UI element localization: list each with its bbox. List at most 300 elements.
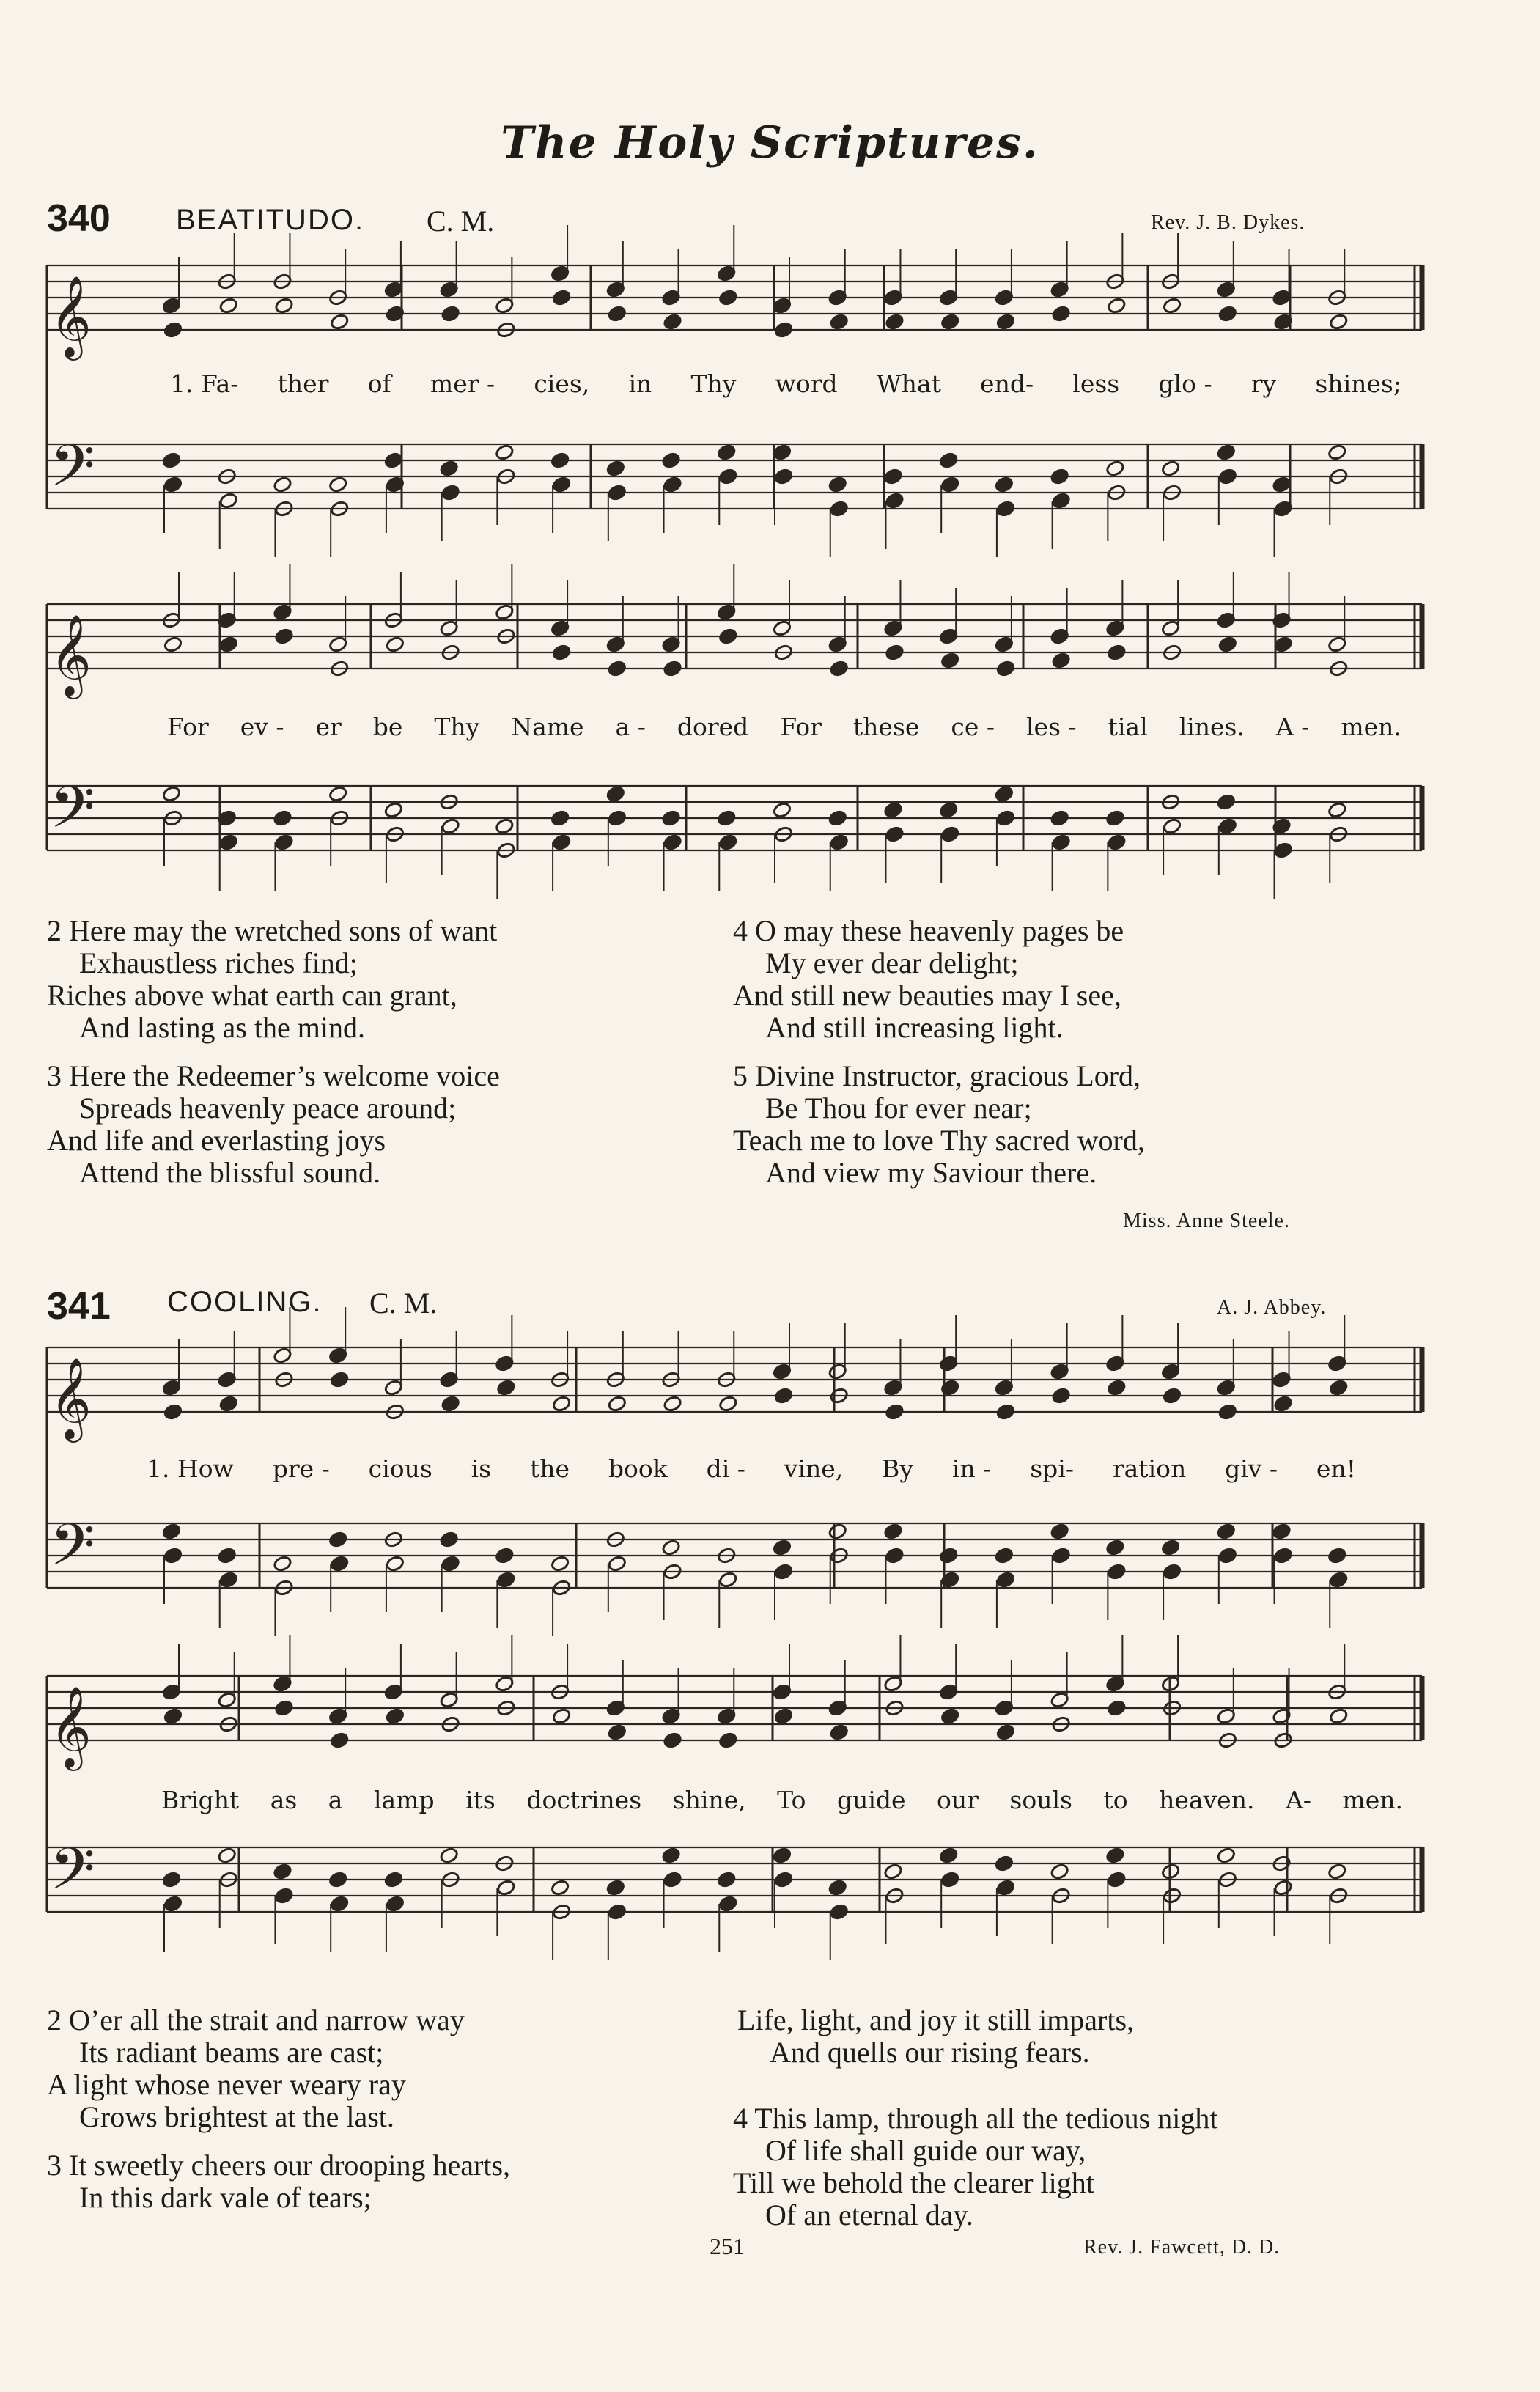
note-head: [1216, 793, 1236, 811]
note-head: [218, 833, 238, 851]
stanza-number: 3: [47, 1059, 62, 1092]
lyric-syllable: shine,: [672, 1786, 746, 1814]
lyric-syllable: ev -: [240, 713, 284, 741]
note-head: [829, 313, 849, 331]
note-head: [883, 1863, 903, 1880]
note-head: [1329, 1379, 1349, 1396]
lyric-syllable: To: [777, 1786, 806, 1814]
note-head: [1051, 833, 1071, 851]
note-head: [605, 785, 625, 803]
lyric-syllable: tial: [1108, 713, 1148, 741]
note-head: [774, 1563, 794, 1580]
stanza-line: [47, 2149, 736, 2182]
lyric-line: [170, 369, 1401, 398]
note-head: [330, 1371, 350, 1388]
note-head: [940, 825, 960, 843]
stanza: [733, 1060, 1393, 1189]
meter: C. M.: [369, 1287, 438, 1320]
stanza-line: Its radiant beams are cast;: [79, 2036, 384, 2069]
note-head: [1273, 1395, 1293, 1413]
treble-clef-icon: 𝄞: [50, 1685, 92, 1767]
note-head: [718, 1571, 738, 1589]
note-head: [552, 1707, 572, 1725]
note-head: [550, 809, 570, 827]
note-head: [718, 1732, 738, 1749]
note-head: [939, 452, 959, 469]
lyric-syllable: A-: [1285, 1786, 1311, 1814]
lyric-syllable: the: [529, 1454, 570, 1483]
note-head: [1051, 1547, 1071, 1564]
stanza-line: My ever dear delight;: [765, 946, 1019, 979]
stanza-line: And still new beauties may I see,: [733, 979, 1121, 1012]
note-head: [330, 1555, 350, 1572]
note-head: [996, 1571, 1016, 1589]
stanza-line: Life, light, and joy it still imparts,: [737, 2003, 1135, 2036]
note-head: [663, 1732, 682, 1749]
lyric-line: [167, 713, 1401, 741]
lyric-syllable: souls: [1009, 1786, 1072, 1814]
note-head: [607, 809, 627, 827]
stanza-column-right: [733, 2102, 1429, 2248]
note-head: [605, 1879, 625, 1896]
note-head: [940, 1871, 960, 1888]
note-head: [218, 1395, 238, 1413]
lyric-syllable: lamp: [373, 1786, 435, 1814]
note-head: [885, 825, 905, 843]
note-head: [163, 476, 183, 493]
note-head: [386, 636, 405, 653]
note-head: [663, 313, 682, 331]
note-head: [330, 313, 350, 331]
note-head: [1050, 809, 1069, 827]
note-head: [883, 1523, 903, 1540]
lyric-syllable: shines;: [1315, 369, 1401, 398]
note-head: [1273, 1879, 1293, 1896]
note-head: [330, 1732, 350, 1749]
note-head: [274, 1887, 294, 1905]
note-head: [1329, 313, 1349, 331]
stanza-number: 4: [733, 914, 748, 947]
note-head: [552, 476, 572, 493]
stanza-text: Here the Redeemer’s welcome voice: [69, 1059, 500, 1092]
note-head: [550, 1555, 570, 1572]
bass-clef-icon: 𝄢: [50, 1835, 95, 1917]
note-head: [939, 1547, 959, 1564]
note-head: [273, 1555, 292, 1572]
note-head: [496, 1379, 516, 1396]
note-head: [1050, 1863, 1069, 1880]
note-head: [273, 476, 292, 493]
note-head: [1217, 305, 1237, 323]
note-head: [273, 809, 292, 827]
note-head: [441, 305, 460, 323]
bass-clef-icon: 𝄢: [50, 773, 95, 855]
note-head: [663, 476, 682, 493]
note-head: [607, 305, 627, 323]
note-head: [328, 476, 348, 493]
note-head: [495, 817, 515, 835]
note-head: [885, 1547, 905, 1564]
footer-author-credit: Rev. J. Fawcett, D. D.: [1083, 2236, 1281, 2259]
note-head: [828, 476, 847, 493]
lyric-syllable: A -: [1275, 713, 1310, 741]
note-head: [829, 1723, 849, 1741]
note-head: [773, 444, 792, 461]
note-head: [550, 452, 570, 469]
lyric-syllable: dored: [677, 713, 749, 741]
section-title: The Holy Scriptures.: [501, 117, 1039, 169]
note-head: [163, 636, 183, 653]
note-head: [773, 1539, 792, 1556]
hymn-number: 340: [47, 197, 111, 240]
note-head: [273, 1863, 292, 1880]
stanza: [733, 915, 1393, 1044]
lyric-syllable: vine,: [784, 1454, 844, 1483]
stanza-number: 2: [47, 914, 62, 947]
stanza-line: Spreads heavenly peace around;: [79, 1092, 457, 1125]
note-head: [661, 1847, 681, 1864]
note-head: [663, 833, 682, 851]
note-head: [1105, 809, 1125, 827]
note-head: [718, 289, 738, 306]
note-head: [940, 476, 960, 493]
note-head: [218, 1571, 238, 1589]
note-head: [1217, 817, 1237, 835]
composer-credit: A. J. Abbey.: [1217, 1296, 1327, 1319]
note-head: [274, 297, 294, 314]
note-head: [1051, 492, 1071, 509]
stanza: [47, 2004, 736, 2133]
lyric-syllable: 1. How: [147, 1454, 234, 1483]
note-head: [1216, 444, 1236, 461]
note-head: [607, 1395, 627, 1413]
note-head: [441, 1555, 460, 1572]
lyric-syllable: as: [270, 1786, 298, 1814]
note-head: [1216, 1847, 1236, 1864]
note-head: [1327, 1863, 1347, 1880]
note-head: [607, 1903, 627, 1921]
note-head: [996, 809, 1016, 827]
note-head: [552, 289, 572, 306]
note-head: [1217, 1403, 1237, 1421]
note-head: [384, 801, 404, 819]
note-head: [718, 468, 738, 485]
note-head: [940, 1707, 960, 1725]
note-head: [828, 1523, 847, 1540]
note-head: [1107, 833, 1127, 851]
stanza-text: It sweetly cheers our drooping hearts,: [69, 2149, 511, 2182]
note-head: [829, 833, 849, 851]
lyric-syllable: guide: [836, 1786, 906, 1814]
stanza-number: 4: [733, 2102, 748, 2135]
note-head: [1217, 468, 1237, 485]
note-head: [607, 660, 627, 677]
stanza-column-right-continuation: [737, 2004, 1426, 2069]
note-head: [1327, 444, 1347, 461]
note-head: [1217, 636, 1237, 653]
lyric-syllable: less: [1072, 369, 1120, 398]
note-head: [1105, 460, 1125, 477]
note-head: [162, 452, 182, 469]
note-head: [883, 801, 903, 819]
note-head: [439, 1531, 459, 1548]
note-head: [663, 1871, 682, 1888]
note-head: [774, 1871, 794, 1888]
note-head: [607, 1723, 627, 1741]
lyric-syllable: 1. Fa-: [170, 369, 239, 398]
note-head: [1327, 1547, 1347, 1564]
stanza-line: And view my Saviour there.: [765, 1156, 1097, 1189]
note-head: [940, 652, 960, 669]
stanza-column-left: [47, 2004, 736, 2230]
lyric-syllable: giv -: [1225, 1454, 1278, 1483]
note-head: [661, 1539, 681, 1556]
note-head: [1050, 468, 1069, 485]
treble-clef-icon: 𝄞: [50, 275, 92, 357]
note-head: [885, 644, 905, 661]
lyric-syllable: ration: [1112, 1454, 1187, 1483]
stanza-line: Grows brightest at the last.: [79, 2100, 394, 2133]
note-head: [607, 484, 627, 501]
note-head: [1163, 297, 1182, 314]
note-head: [328, 1531, 348, 1548]
note-head: [217, 1847, 237, 1864]
note-head: [1161, 1539, 1181, 1556]
note-head: [663, 660, 682, 677]
lyric-syllable: en!: [1316, 1454, 1356, 1483]
note-head: [774, 468, 794, 485]
note-head: [939, 801, 959, 819]
note-head: [163, 321, 183, 339]
note-head: [552, 1395, 572, 1413]
lyric-syllable: What: [876, 369, 941, 398]
stanza-line: [733, 1060, 1393, 1092]
lyric-syllable: Thy: [434, 713, 480, 741]
lyric-syllable: ce -: [951, 713, 995, 741]
lyric-syllable: ther: [277, 369, 329, 398]
lyric-syllable: spi-: [1030, 1454, 1074, 1483]
note-head: [384, 452, 404, 469]
note-head: [163, 1895, 183, 1913]
note-head: [1163, 1563, 1182, 1580]
lyric-syllable: er: [315, 713, 342, 741]
note-head: [328, 1871, 348, 1888]
note-head: [163, 1707, 183, 1725]
note-head: [829, 660, 849, 677]
note-head: [218, 297, 238, 314]
stanza-line: And quells our rising fears.: [770, 2036, 1090, 2069]
stanza-line: [47, 2004, 736, 2036]
stanza-text: O may these heavenly pages be: [755, 914, 1124, 947]
note-head: [218, 492, 238, 509]
note-head: [885, 492, 905, 509]
meter: C. M.: [427, 205, 495, 238]
author-credit: Miss. Anne Steele.: [1123, 1210, 1290, 1232]
note-head: [1107, 1871, 1127, 1888]
note-head: [1107, 297, 1127, 314]
lyric-syllable: For: [167, 713, 209, 741]
note-head: [162, 1871, 182, 1888]
note-head: [441, 484, 460, 501]
note-head: [495, 1547, 515, 1564]
note-head: [717, 1871, 737, 1888]
note-head: [607, 1555, 627, 1572]
treble-clef-icon: 𝄞: [50, 1357, 92, 1439]
note-head: [718, 628, 738, 645]
note-head: [996, 1403, 1016, 1421]
lyric-syllable: word: [775, 369, 838, 398]
stanza-line: Be Thou for ever near;: [765, 1092, 1032, 1125]
stanza-text: Here may the wretched sons of want: [69, 914, 498, 947]
lyric-syllable: lines.: [1179, 713, 1245, 741]
note-head: [996, 313, 1016, 331]
note-head: [1163, 1387, 1182, 1405]
note-head: [996, 500, 1016, 518]
stanza-text: O’er all the strait and narrow way: [69, 2003, 465, 2036]
lyric-syllable: Bright: [161, 1786, 240, 1814]
note-head: [1216, 1523, 1236, 1540]
lyric-syllable: its: [465, 1786, 495, 1814]
note-head: [496, 1571, 516, 1589]
note-head: [218, 636, 238, 653]
note-head: [828, 809, 847, 827]
note-head: [996, 1723, 1016, 1741]
stanza-line: And still increasing light.: [765, 1011, 1064, 1044]
stanza-line: In this dark vale of tears;: [79, 2181, 372, 2214]
note-head: [163, 1403, 183, 1421]
stanza-line: Of life shall guide our way,: [765, 2134, 1086, 2167]
note-head: [439, 460, 459, 477]
lyric-syllable: a -: [615, 713, 646, 741]
stanza-text: Divine Instructor, gracious Lord,: [755, 1059, 1141, 1092]
stanza-line: Till we behold the clearer light: [733, 2166, 1094, 2199]
note-head: [663, 1395, 682, 1413]
note-head: [1050, 1523, 1069, 1540]
lyric-syllable: in -: [951, 1454, 992, 1483]
note-head: [1272, 1523, 1292, 1540]
note-head: [661, 809, 681, 827]
lyric-syllable: men.: [1342, 1786, 1403, 1814]
note-head: [773, 1847, 792, 1864]
stanza-line: [47, 915, 707, 947]
note-head: [1107, 1699, 1127, 1717]
note-head: [828, 1879, 847, 1896]
stanza-line: [733, 915, 1393, 947]
note-head: [829, 1903, 849, 1921]
note-head: [774, 321, 794, 339]
stanza: [47, 2149, 736, 2214]
note-head: [661, 452, 681, 469]
note-head: [386, 1707, 405, 1725]
stanza: [733, 2102, 1429, 2231]
stanza-line: Exhaustless riches find;: [79, 946, 358, 979]
page-number: 251: [710, 2233, 745, 2259]
stanza-line: A light whose never weary ray: [47, 2068, 406, 2101]
note-head: [552, 833, 572, 851]
tune-name: COOLING.: [167, 1286, 323, 1318]
lyric-syllable: Name: [511, 713, 584, 741]
stanza-column-left: [47, 915, 707, 1205]
note-head: [995, 1547, 1014, 1564]
note-head: [1329, 1707, 1349, 1725]
lyric-syllable: Thy: [690, 369, 737, 398]
note-head: [1051, 305, 1071, 323]
note-head: [1107, 1563, 1127, 1580]
lyric-syllable: to: [1103, 1786, 1128, 1814]
note-head: [1163, 817, 1182, 835]
stanza-line: Riches above what earth can grant,: [47, 979, 457, 1012]
stanza-line: [47, 1060, 707, 1092]
note-head: [328, 785, 348, 803]
note-head: [552, 644, 572, 661]
stanza-text: This lamp, through all the tedious night: [754, 2102, 1218, 2135]
stanza: [47, 915, 707, 1044]
lyric-syllable: end-: [980, 369, 1034, 398]
note-head: [162, 785, 182, 803]
note-head: [1107, 1379, 1127, 1396]
note-head: [1105, 1539, 1125, 1556]
lyric-syllable: doctrines: [526, 1786, 642, 1814]
note-head: [885, 313, 905, 331]
note-head: [774, 1707, 794, 1725]
note-head: [550, 1879, 570, 1896]
note-head: [1051, 1387, 1071, 1405]
lyric-syllable: be: [372, 713, 403, 741]
note-head: [386, 1555, 405, 1572]
note-head: [605, 460, 625, 477]
note-head: [386, 1895, 405, 1913]
note-head: [940, 313, 960, 331]
stanza-line: [733, 2102, 1429, 2135]
stanza-column-right: [733, 915, 1393, 1205]
lyric-syllable: cious: [368, 1454, 432, 1483]
bass-clef-icon: 𝄢: [50, 432, 95, 514]
stanza-line: Attend the blissful sound.: [79, 1156, 381, 1189]
stanza-line: And life and everlasting joys: [47, 1124, 386, 1157]
lyric-syllable: di -: [706, 1454, 745, 1483]
note-head: [996, 660, 1016, 677]
note-head: [1051, 652, 1071, 669]
note-head: [496, 1879, 516, 1896]
lyric-line: [161, 1786, 1403, 1814]
lyric-syllable: les -: [1025, 713, 1077, 741]
lyric-syllable: book: [608, 1454, 668, 1483]
composer-credit: Rev. J. B. Dykes.: [1151, 211, 1305, 234]
note-head: [939, 1847, 959, 1864]
note-head: [441, 817, 460, 835]
note-head: [883, 468, 903, 485]
lyric-syllable: of: [367, 369, 391, 398]
bass-clef-icon: 𝄢: [50, 1511, 95, 1593]
note-head: [1107, 644, 1127, 661]
note-head: [718, 1895, 738, 1913]
lyric-syllable: heaven.: [1159, 1786, 1255, 1814]
note-head: [718, 833, 738, 851]
note-head: [384, 1871, 404, 1888]
lyric-syllable: is: [471, 1454, 492, 1483]
note-head: [274, 1699, 294, 1717]
note-head: [829, 500, 849, 518]
note-head: [1217, 1547, 1237, 1564]
lyric-syllable: a: [328, 1786, 343, 1814]
stanza-number: 2: [47, 2003, 62, 2036]
note-head: [495, 444, 515, 461]
hymn-number: 341: [47, 1285, 111, 1328]
note-head: [439, 1847, 459, 1864]
stanza-number: 5: [733, 1059, 748, 1092]
lyric-syllable: By: [882, 1454, 914, 1483]
lyric-syllable: pre -: [272, 1454, 330, 1483]
